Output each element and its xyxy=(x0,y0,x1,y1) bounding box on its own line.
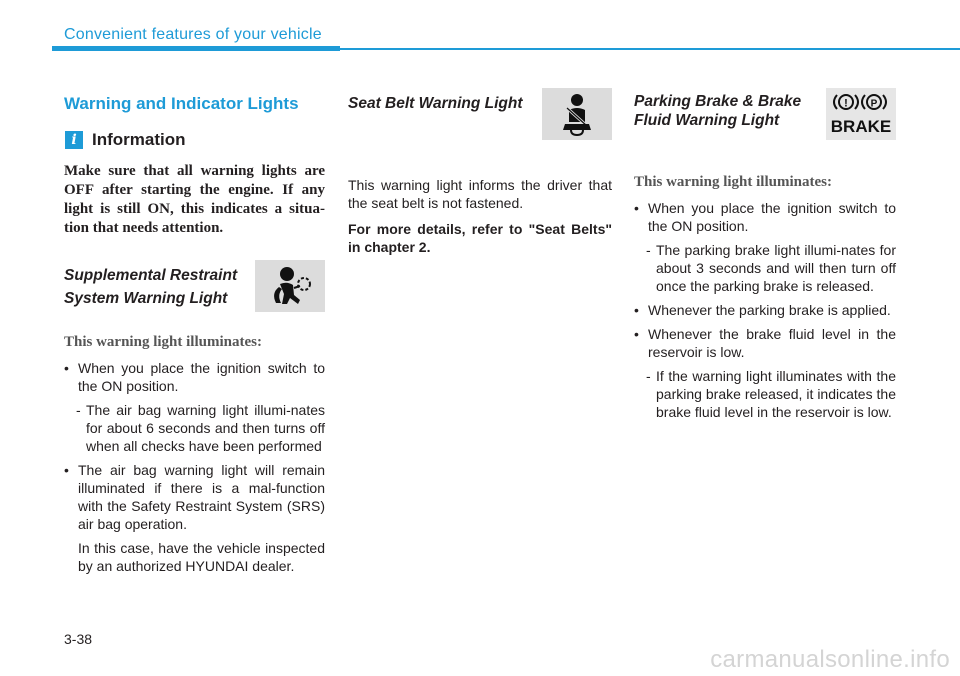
srs-illuminates-label: This warning light illuminates: xyxy=(64,334,262,350)
watermark: carmanualsonline.info xyxy=(710,646,950,673)
svg-text:P: P xyxy=(870,98,878,110)
srs-bullet-ignition: • When you place the ignition switch to the ON position. xyxy=(64,359,325,395)
srs-bullet-ignition-detail: - The air bag warning light illumi-nates for about 6 seconds and then turns off when all checks have been performed xyxy=(64,401,325,455)
seat-belt-block xyxy=(348,92,612,144)
header-rule-thick xyxy=(52,46,340,51)
seat-belt-warning-icon xyxy=(542,88,612,140)
brake-bullet-applied: • Whenever the parking brake is applied. xyxy=(634,301,896,319)
information-text: Make sure that all warning lights are OFF after starting the engine. If any light is still ON, this indicates a situa-tion that needs attention. xyxy=(64,163,325,236)
section-title: Convenient features of your vehicle xyxy=(64,26,322,43)
warning-lights-heading: Warning and Indicator Lights xyxy=(64,94,299,113)
srs-bullet-malfunction-detail: In this case, have the vehicle inspected by an authorized HYUNDAI dealer. xyxy=(78,540,325,574)
information-title: Information xyxy=(92,130,186,149)
srs-title: Supplemental Restraint System Warning Light xyxy=(64,267,238,307)
brake-bullet-ignition-detail: - The parking brake light illumi-nates for about 3 seconds and will then turn off once the parking brake is released. xyxy=(634,241,896,295)
header-rule-thin xyxy=(340,48,960,50)
page-number: 3-38 xyxy=(64,631,93,647)
parking-brake-block xyxy=(634,92,896,144)
seat-belt-title: Seat Belt Warning Light xyxy=(348,95,523,112)
brake-bullet-ignition: • When you place the ignition switch to the ON position. xyxy=(634,199,896,235)
airbag-warning-icon xyxy=(255,260,325,312)
brake-bullet-fluid-low: • Whenever the brake fluid level in the reservoir is low. xyxy=(634,325,896,361)
parking-brake-title: Parking Brake & Brake Fluid Warning Light xyxy=(634,93,802,129)
column-right xyxy=(634,88,896,427)
brake-icon-label: BRAKE xyxy=(830,117,892,136)
seat-belt-description: This warning light informs the driver that the seat belt is not fastened. xyxy=(348,177,612,211)
brake-bullet-fluid-low-detail: - If the warning light illuminates with the parking brake released, it indicates the brake fluid level in the reservoir is low. xyxy=(634,367,896,421)
srs-block xyxy=(64,264,325,316)
srs-bullet-malfunction: • The air bag warning light will remain illuminated if there is a mal-function with the Safety Restraint System (SRS) air bag operation. xyxy=(64,461,325,533)
column-middle xyxy=(348,88,612,264)
parking-brake-warning-icon xyxy=(826,88,896,140)
svg-text:!: ! xyxy=(844,97,848,110)
column-left xyxy=(64,88,325,581)
information-icon: i xyxy=(65,131,83,149)
parking-brake-illuminates-label: This warning light illuminates: xyxy=(634,174,832,190)
seat-belt-reference: For more details, refer to "Seat Belts" in chapter 2. xyxy=(348,221,612,255)
information-header xyxy=(64,130,325,150)
